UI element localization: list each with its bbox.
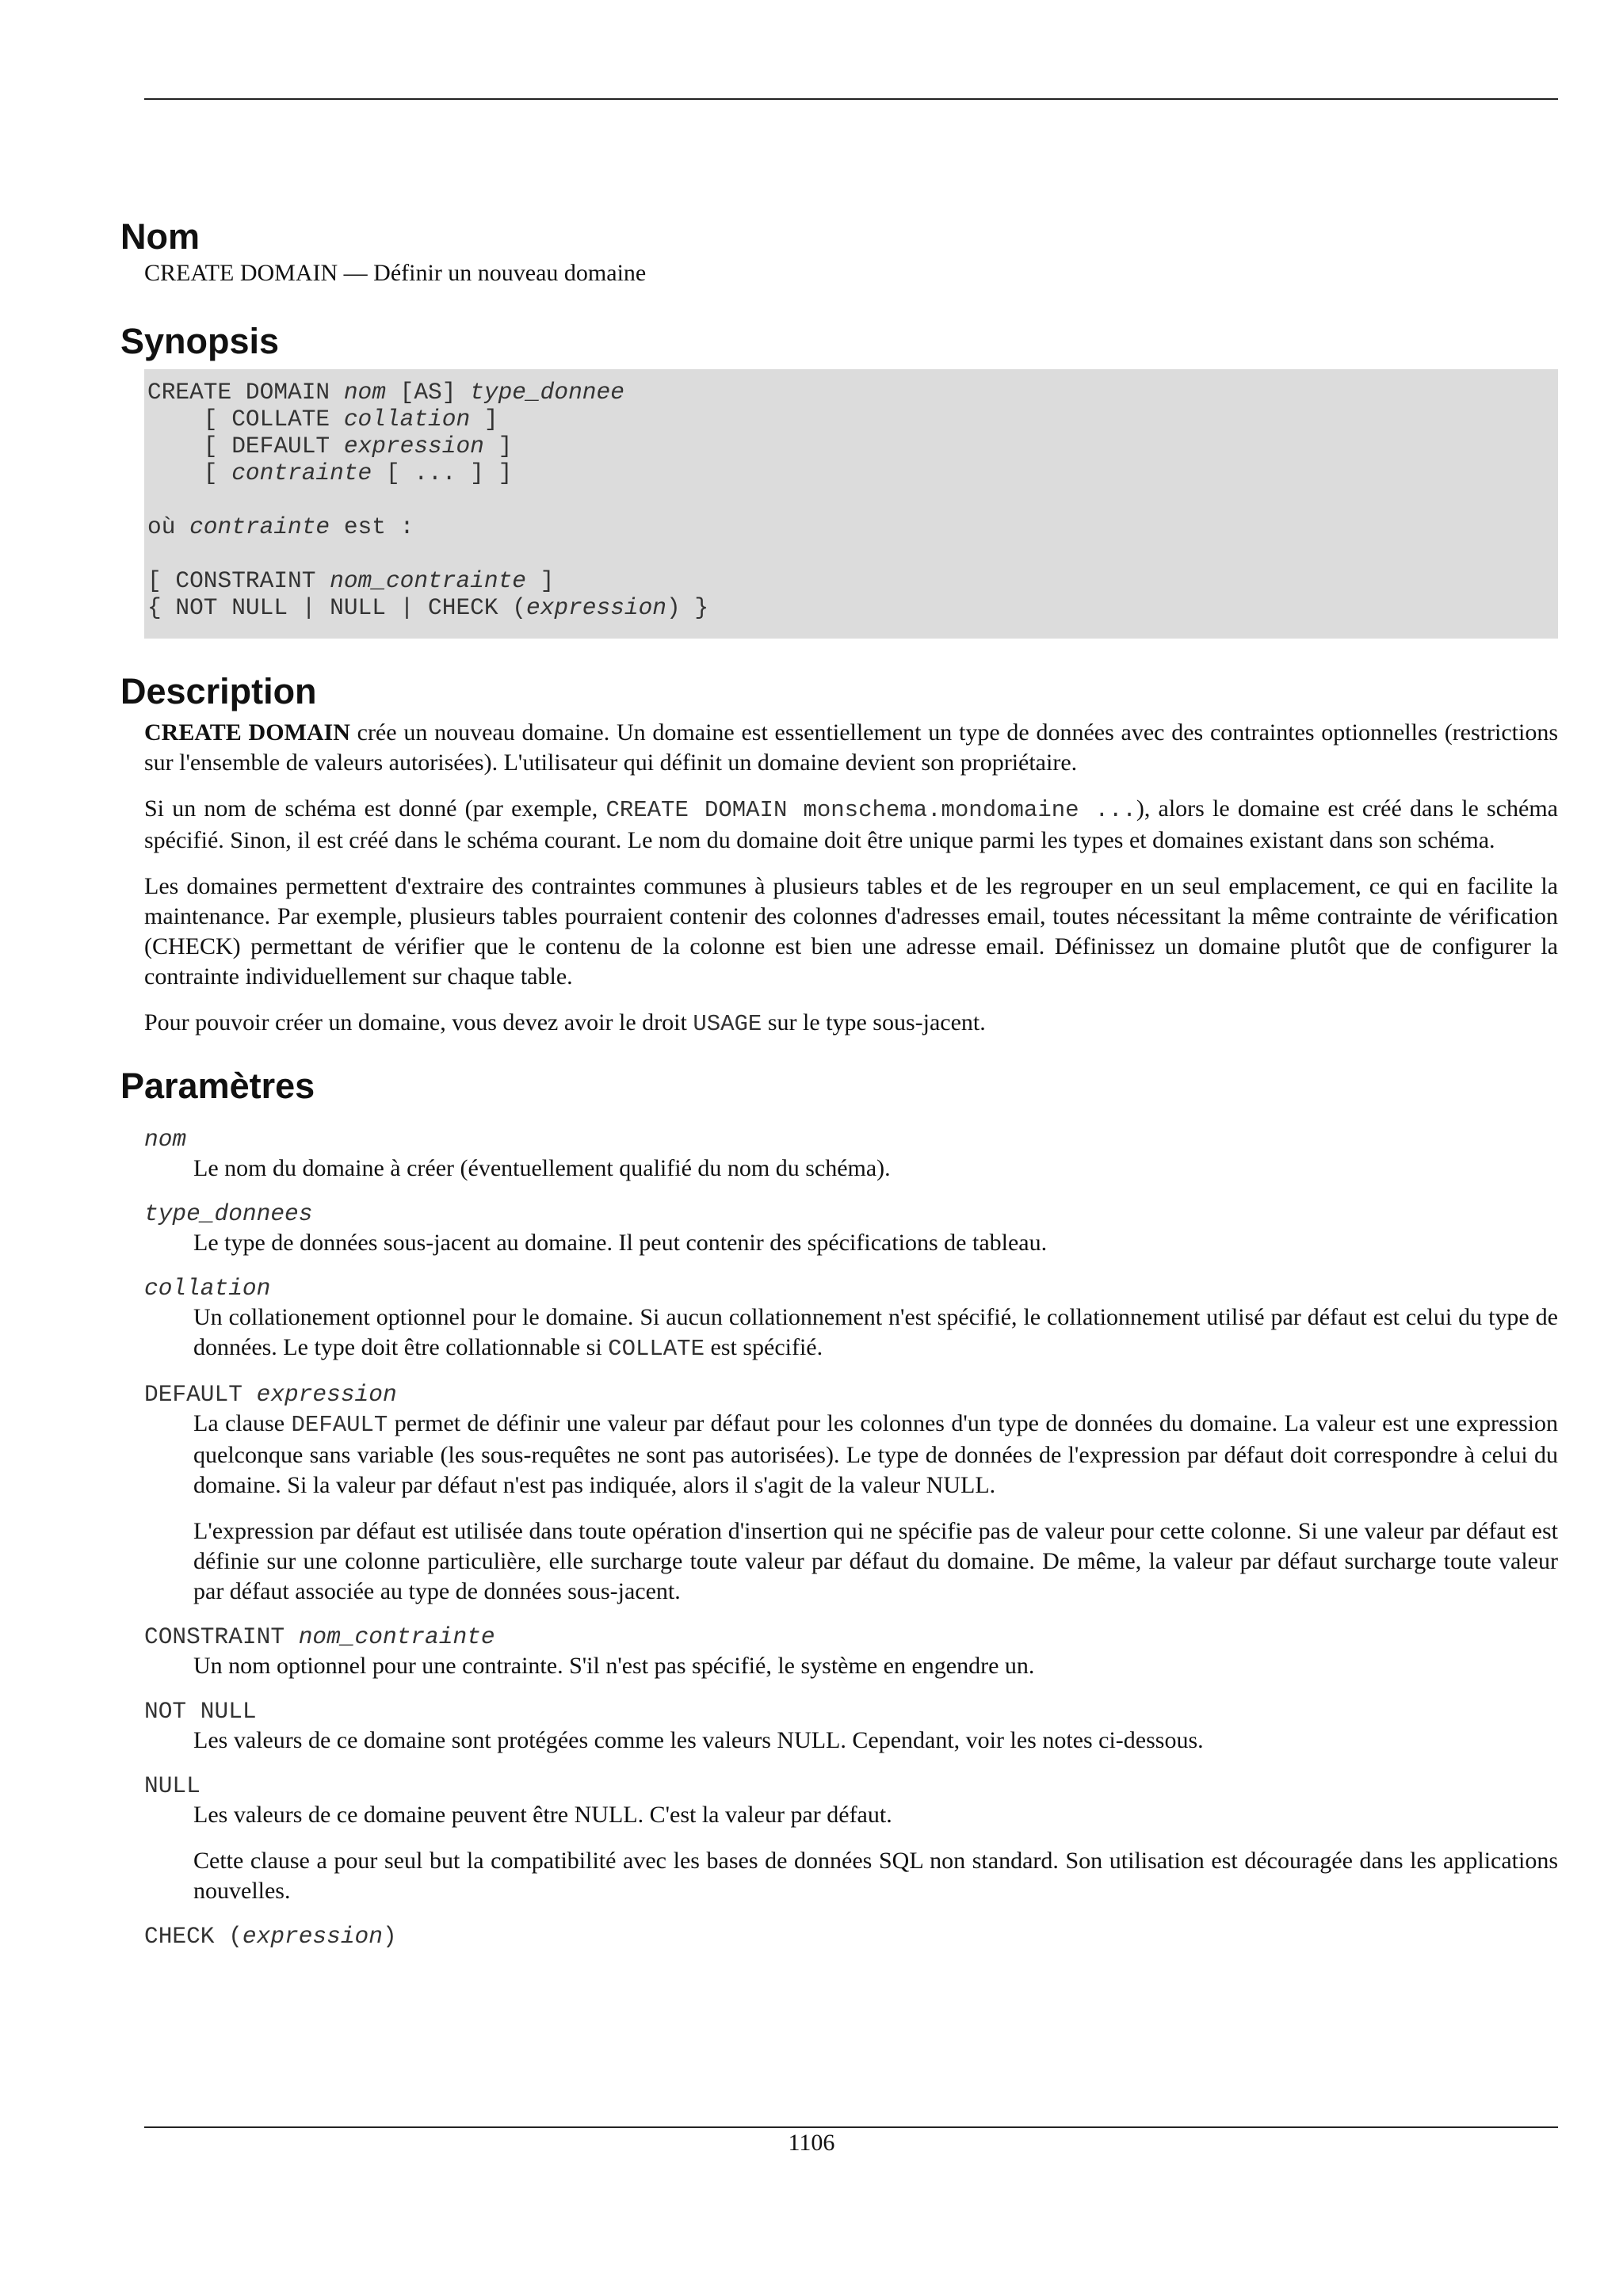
parameter-entry: [120, 1922, 1558, 1951]
replaceable-text: contrainte: [231, 460, 372, 486]
section-description: [120, 670, 1558, 1039]
section-heading-parametres: Paramètres: [120, 1066, 315, 1106]
inline-code: CREATE DOMAIN monschema.mondomaine ...: [605, 797, 1136, 823]
parameter-entry: [120, 1623, 1558, 1681]
parameter-definition: [120, 1302, 1558, 1364]
synopsis-line: [147, 379, 1555, 406]
parameter-term: [120, 1697, 1558, 1726]
replaceable-text: collation: [343, 406, 471, 433]
text-run: ]: [483, 433, 513, 460]
replaceable-text: nom: [144, 1126, 187, 1153]
section-heading-nom: Nom: [120, 216, 200, 257]
text-run: ) }: [666, 594, 709, 621]
replaceable-text: type_donnee: [470, 379, 624, 406]
replaceable-text: expression: [343, 433, 484, 460]
parameter-entry: [120, 1274, 1558, 1364]
text-run: Le nom du domaine à créer (éventuellement qualifié du nom du schéma).: [193, 1155, 891, 1181]
text-run: [ COLLATE: [147, 406, 344, 433]
parameter-entry: [120, 1697, 1558, 1756]
parameter-entry: [120, 1125, 1558, 1184]
section-parametres: [120, 1065, 1558, 1951]
parameter-definition: [120, 1409, 1558, 1607]
parameter-term: [120, 1772, 1558, 1800]
parameter-entry: [120, 1199, 1558, 1258]
text-run: Un collationement optionnel pour le domaine. Si aucun collationnement n'est spécifié, le collationnement utilisé par défaut est celui du type de données. Le type doit être collationnable si: [193, 1304, 1558, 1360]
description-text: Si un nom de schéma est donné (par exemple,: [144, 795, 606, 822]
description-paragraph: Les domaines permettent d'extraire des contraintes communes à plusieurs tables et de les regrouper en un seul emplacement, ce qui en facilite la maintenance. Par exemple, plusieurs tables pourraient contenir des colonnes d'adresses email, toutes nécessitant la même contrainte de vérification (CHECK) permettant de vérifier que le contenu de la colonne est bien une adresse email. Définissez un domaine plutôt que de configurer la contrainte individuellement sur chaque table.: [144, 873, 1558, 990]
text-run: [: [147, 460, 232, 486]
text-run: ): [382, 1923, 397, 1950]
text-run: CHECK (: [144, 1923, 242, 1950]
parameter-term: [120, 1380, 1558, 1409]
refname-dash: —: [338, 260, 374, 286]
command-name: CREATE DOMAIN: [144, 719, 350, 746]
parameter-definition: [120, 1800, 1558, 1906]
text-run: où: [147, 513, 190, 540]
parameter-entry: [120, 1380, 1558, 1607]
replaceable-text: expression: [242, 1923, 383, 1950]
parameter-paragraph: [193, 1846, 1558, 1906]
replaceable-text: nom_contrainte: [330, 567, 526, 594]
refname: CREATE DOMAIN: [144, 260, 338, 286]
footer-rule: [144, 2126, 1558, 2128]
synopsis-line: [147, 540, 1555, 567]
section-heading-description: Description: [120, 671, 317, 711]
page-number: 1106: [788, 2130, 835, 2156]
parameter-term: [120, 1922, 1558, 1951]
parameter-list: [120, 1125, 1558, 1951]
parameter-term: [120, 1623, 1558, 1651]
parameter-paragraph: [193, 1726, 1558, 1756]
parameter-paragraph: [193, 1516, 1558, 1607]
parameter-definition: [120, 1154, 1558, 1184]
text-run: Les valeurs de ce domaine peuvent être NULL. C'est la valeur par défaut.: [193, 1802, 892, 1828]
synopsis-line: [147, 594, 1555, 621]
text-run: ]: [525, 567, 555, 594]
inline-code: USAGE: [693, 1011, 762, 1037]
text-run: Un nom optionnel pour une contrainte. S'il n'est pas spécifié, le système en engendre un.: [193, 1653, 1035, 1679]
text-run: est spécifié.: [705, 1334, 823, 1360]
replaceable-text: expression: [525, 594, 667, 621]
text-run: CONSTRAINT: [144, 1623, 299, 1650]
text-run: Cette clause a pour seul but la compatibilité avec les bases de données SQL non standard. Son utilisation est découragée dans les applications nouvelles.: [193, 1848, 1558, 1904]
text-run: NOT NULL: [144, 1698, 257, 1725]
synopsis-line: [147, 406, 1555, 433]
parameter-definition: [120, 1228, 1558, 1258]
text-run: La clause: [193, 1410, 292, 1436]
text-run: [AS]: [385, 379, 471, 406]
text-run: DEFAULT: [144, 1381, 257, 1408]
text-run: [ ... ] ]: [372, 460, 513, 486]
parameter-term: [120, 1199, 1558, 1228]
text-run: CREATE DOMAIN: [147, 379, 344, 406]
inline-code: DEFAULT: [291, 1412, 388, 1438]
parameter-definition: [120, 1726, 1558, 1756]
parameter-paragraph: [193, 1651, 1558, 1681]
replaceable-text: nom: [343, 379, 386, 406]
text-run: L'expression par défaut est utilisée dans toute opération d'insertion qui ne spécifie pas de valeur pour cette colonne. Si une valeur par défaut est définie sur une colonne particulière, elle surcharge toute valeur par défaut du domaine. De même, la valeur par défaut surcharge toute valeur par défaut associée au type de données sous-jacent.: [193, 1518, 1558, 1604]
text-run: { NOT NULL | NULL | CHECK (: [147, 594, 526, 621]
section-synopsis: [120, 320, 1558, 639]
description-text: sur le type sous-jacent.: [762, 1009, 986, 1035]
parameter-paragraph: [193, 1228, 1558, 1258]
replaceable-text: expression: [256, 1381, 397, 1408]
text-run: NULL: [144, 1772, 200, 1799]
text-run: permet de définir une valeur par défaut pour les colonnes d'un type de données du domaine. La valeur est une expression quelconque sans variable (les sous-requêtes ne sont pas autorisées). Le type de données de l'expression par défaut doit correspondre à celui du domaine. Si la valeur par défaut n'est pas indiquée, alors il s'agit de la valeur NULL.: [193, 1410, 1558, 1498]
parameter-term: [120, 1274, 1558, 1302]
text-run: est :: [330, 513, 414, 540]
description-text: Pour pouvoir créer un domaine, vous devez avoir le droit: [144, 1009, 693, 1035]
parameter-paragraph: [193, 1154, 1558, 1184]
replaceable-text: nom_contrainte: [298, 1623, 495, 1650]
parameter-paragraph: [193, 1409, 1558, 1501]
parameter-term: [120, 1125, 1558, 1154]
parameter-definition: [120, 1651, 1558, 1681]
parameter-paragraph: [193, 1302, 1558, 1364]
synopsis-line: [147, 460, 1555, 486]
synopsis-line: [147, 486, 1555, 513]
replaceable-text: type_donnees: [144, 1200, 313, 1227]
parameter-paragraph: [193, 1800, 1558, 1830]
description-paragraph: [144, 794, 1558, 856]
synopsis-code-block: [144, 369, 1558, 639]
text-run: ]: [470, 406, 498, 433]
text-run: [ DEFAULT: [147, 433, 344, 460]
replaceable-text: collation: [144, 1275, 271, 1302]
parameter-entry: [120, 1772, 1558, 1906]
text-run: [ CONSTRAINT: [147, 567, 330, 594]
description-paragraph: [144, 718, 1558, 778]
replaceable-text: contrainte: [189, 513, 330, 540]
text-run: Le type de données sous-jacent au domaine. Il peut contenir des spécifications de tableau.: [193, 1230, 1048, 1256]
page-content: [120, 215, 1558, 1966]
refpurpose: Définir un nouveau domaine: [373, 260, 647, 286]
section-heading-synopsis: Synopsis: [120, 321, 280, 361]
synopsis-line: [147, 567, 1555, 594]
description-text: ), alors le domaine est créé dans le schéma spécifié. Sinon, il est créé dans le schéma courant. Le nom du domaine doit être unique parmi les types et domaines existant dans son schéma.: [144, 795, 1558, 853]
text-run: Les valeurs de ce domaine sont protégées comme les valeurs NULL. Cependant, voir les notes ci-dessous.: [193, 1727, 1204, 1753]
header-rule: [144, 98, 1558, 100]
synopsis-line: [147, 513, 1555, 540]
inline-code: COLLATE: [608, 1336, 705, 1362]
description-paragraph: [144, 1008, 1558, 1039]
description-text: crée un nouveau domaine. Un domaine est essentiellement un type de données avec des contraintes optionnelles (restrictions sur l'ensemble de valeurs autorisées). L'utilisateur qui définit un domaine devient son propriétaire.: [144, 719, 1558, 776]
synopsis-line: [147, 433, 1555, 460]
section-nom: [120, 215, 1558, 288]
refname-purpose: [120, 258, 1558, 288]
